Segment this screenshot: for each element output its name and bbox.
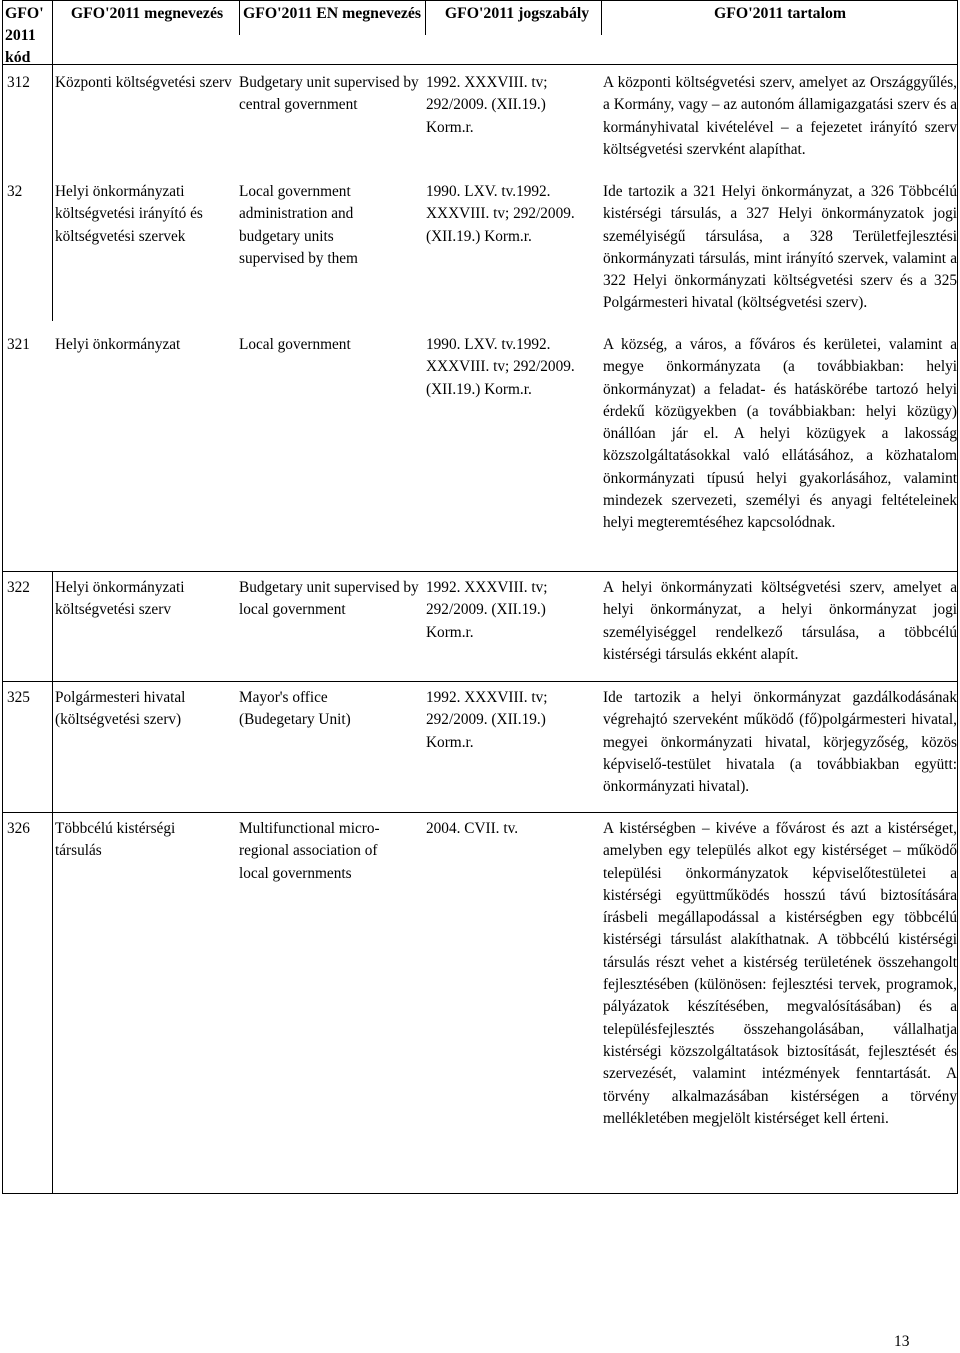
table-row — [3, 577, 957, 681]
row-en-name: Budgetary unit supervised by local government — [239, 579, 419, 619]
row-code: 326 — [7, 820, 30, 837]
header-content: GFO'2011 tartalom — [713, 5, 847, 22]
row-code: 321 — [7, 336, 30, 353]
row-hu-name: Központi költségvetési szerv — [55, 74, 232, 91]
row-law: 1992. XXXVIII. tv; 292/2009. (XII.19.) Korm.r. — [426, 689, 548, 751]
header-code: GFO' 2011 kód — [5, 5, 44, 66]
table-row — [3, 818, 957, 1188]
row-en-name: Budgetary unit supervised by central government — [239, 74, 419, 114]
row-content: Ide tartozik a 321 Helyi önkormányzat, a 326 Többcélú kistérségi társulás, a 327 Helyi önkormányzatok jogi személyiségű társulása, a 328 Területfejlesztési önkormányzati társulás, mint irányító szervek, valamint a 322 Helyi önkormányzati költségvetési szerv és a 325 Polgármesteri hivatal (költségvetési szerv). — [603, 183, 957, 312]
table-row — [3, 687, 957, 811]
row-hu-name: Polgármesteri hivatal (költségvetési szerv) — [55, 689, 186, 729]
header-en-name: GFO'2011 EN megnevezés — [242, 5, 422, 22]
row-divider — [3, 812, 957, 813]
row-hu-name: Helyi önkormányzati költségvetési irányító és költségvetési szervek — [55, 183, 203, 245]
row-en-name: Local government — [239, 336, 351, 353]
table-row — [3, 334, 957, 570]
table-header — [3, 3, 957, 66]
row-hu-name: Többcélú kistérségi társulás — [55, 820, 176, 860]
row-divider — [3, 571, 957, 572]
row-en-name: Local government administration and budgetary units supervised by them — [239, 183, 358, 267]
header-law: GFO'2011 jogszabály — [444, 5, 590, 22]
row-code: 322 — [7, 579, 30, 596]
row-divider — [3, 64, 957, 65]
row-law: 1990. LXV. tv.1992. XXXVIII. tv; 292/2009. (XII.19.) Korm.r. — [426, 183, 575, 245]
row-content: A község, a város, a főváros és kerületei, valamint a megye önkormányzata (a továbbiakban: helyi önkormányzat) a feladat- és hatáskörébe tartozó helyi érdekű közügyekben (a továbbiakban: helyi közügy) önállóan jár el. A helyi közügyek a lakosság közszolgáltatásokkal való ellátásához, a közhatalom önkormányzati típusú helyi gyakorlásához, valamint mindezek szervezeti, személyi és anyagi feltételeinek helyi megteremtéséhez kapcsolódnak. — [603, 336, 957, 532]
document-table — [2, 0, 958, 1194]
row-law: 1992. XXXVIII. tv; 292/2009. (XII.19.) Korm.r. — [426, 74, 548, 136]
row-en-name: Mayor's office (Budegetary Unit) — [239, 689, 351, 729]
row-code: 312 — [7, 74, 30, 91]
row-code: 325 — [7, 689, 30, 706]
row-law: 2004. CVII. tv. — [426, 820, 519, 837]
row-content: Ide tartozik a helyi önkormányzat gazdálkodásának végrehajtó szerveként működő (fő)polgármesteri hivatal, megyei önkormányzati hivatal, körjegyzőség, közös képviselő-testület hivatala (a továbbiakban együtt: önkormányzati hivatal). — [603, 689, 957, 796]
row-hu-name: Helyi önkormányzati költségvetési szerv — [55, 579, 185, 619]
row-en-name: Multifunctional micro-regional association of local governments — [239, 820, 380, 882]
row-content: A központi költségvetési szerv, amelyet az Országgyűlés, a Kormány, vagy – az autonóm államigazgatási szerv és a kormányhivatal kivételével – a fejezetet irányító szerv költségvetési szervként alapíthat. — [603, 74, 957, 158]
page-number: 13 — [894, 1333, 910, 1350]
row-divider — [3, 681, 957, 682]
row-code: 32 — [7, 183, 23, 200]
row-content: A helyi önkormányzati költségvetési szerv, amelyet a helyi önkormányzat, a helyi önkormányzat jogi személyiséggel rendelkező társulása, a többcélú kistérségi társulás ekként alapít. — [603, 579, 957, 663]
table-row — [3, 72, 957, 182]
table-row — [3, 181, 957, 331]
row-law: 1990. LXV. tv.1992. XXXVIII. tv; 292/2009. (XII.19.) Korm.r. — [426, 336, 575, 398]
row-law: 1992. XXXVIII. tv; 292/2009. (XII.19.) Korm.r. — [426, 579, 548, 641]
row-content: A kistérségben – kivéve a fővárost és azt a kistérséget, amelyben egy település alkot egy kistérséget – működő települési önkormányzatok képviselőtestületei a kistérségi együttműködés hosszú távú biztosítására írásbeli megállapodással a kistérségben egy többcélú kistérségi társulást alakíthatnak. A többcélú kistérségi társulás részt vehet a kistérség területének összehangolt fejlesztésében (különösen: fejlesztési tervek, programok, pályázatok készítésében, megvalósításában) és a településfejlesztés összehangolásában, vállalhatja kistérségi közszolgáltatások biztosítását, fejlesztését és szervezését, valamint intézmények fenntartását. A törvény alkalmazásában kistérségen a törvény mellékletében megjelölt kistérséget kell érteni. — [603, 820, 957, 1127]
header-hu-name: GFO'2011 megnevezés — [70, 5, 224, 22]
row-hu-name: Helyi önkormányzat — [55, 336, 181, 353]
